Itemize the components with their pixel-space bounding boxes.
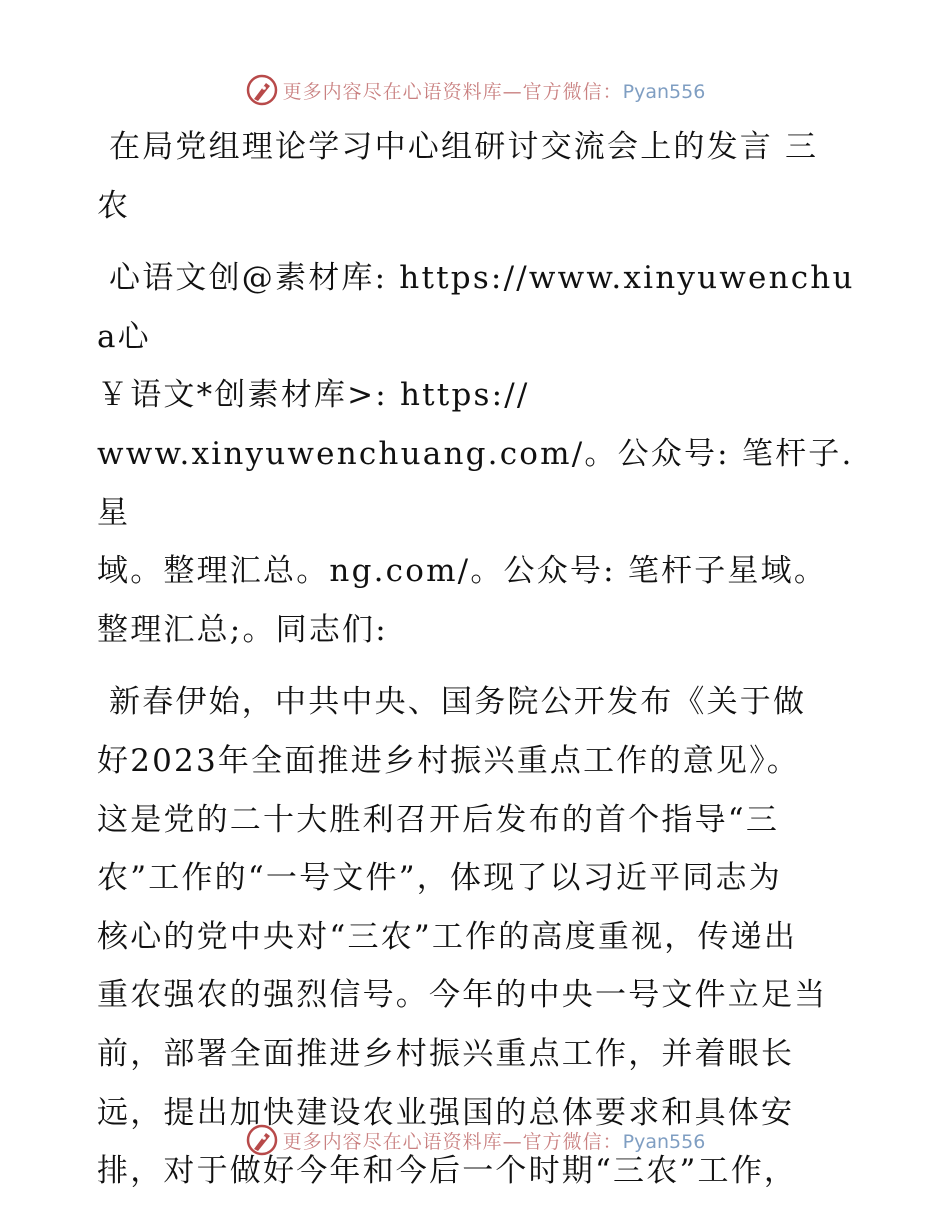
- document-body: [97, 118, 857, 1201]
- header-banner-wechat-id: Pyan556: [622, 80, 706, 103]
- text-line: 心语文创@素材库: https://www.xinyuwenchua心: [97, 260, 855, 355]
- text-line: 农”工作的“一号文件”，体现了以习近平同志为: [97, 860, 782, 897]
- footer-banner-red-text: 更多内容尽在心语资料库—官方微信：: [282, 1130, 623, 1153]
- intro-paragraph: [97, 249, 857, 659]
- text-line: 核心的党中央对“三农”工作的高度重视，传递出: [97, 918, 798, 955]
- pen-nib-circle-icon: [245, 1123, 279, 1157]
- header-banner: [0, 70, 950, 110]
- header-banner-red-text: 更多内容尽在心语资料库—官方微信：: [282, 80, 623, 103]
- footer-banner-text: [283, 1127, 706, 1154]
- text-line: 排，对于做好今年和今后一个时期“三农”工作，: [97, 1153, 798, 1190]
- footer-banner-wechat-id: Pyan556: [622, 1130, 706, 1153]
- text-line: 重农强农的强烈信号。今年的中央一号文件立足当: [97, 977, 828, 1014]
- text-line: 这是党的二十大胜利召开后发布的首个指导“三: [97, 801, 780, 838]
- text-line: 远，提出加快建设农业强国的总体要求和具体安: [97, 1094, 795, 1131]
- text-line: 域。整理汇总。ng.com/。公众号: 笔杆子星域。: [97, 553, 828, 590]
- text-line: www.xinyuwenchuang.com/。公众号: 笔杆子.星: [97, 435, 854, 531]
- document-title: [97, 118, 857, 235]
- text-line: 前，部署全面推进乡村振兴重点工作，并着眼长: [97, 1035, 795, 1072]
- footer-banner: [0, 1120, 950, 1160]
- pen-nib-circle-icon: [245, 73, 279, 107]
- header-banner-text: [283, 77, 706, 104]
- title-line: 在局党组理论学习中心组研讨交流会上的发言 三: [109, 129, 819, 165]
- text-line: 整理汇总;。同志们:: [97, 611, 388, 648]
- title-line: 农: [97, 187, 131, 224]
- text-line: ￥语文*创素材库>: https://: [97, 377, 530, 414]
- text-line: 新春伊始，中共中央、国务院公开发布《关于做: [109, 684, 807, 721]
- text-line: 好2023年全面推进乡村振兴重点工作的意见》。: [97, 742, 800, 779]
